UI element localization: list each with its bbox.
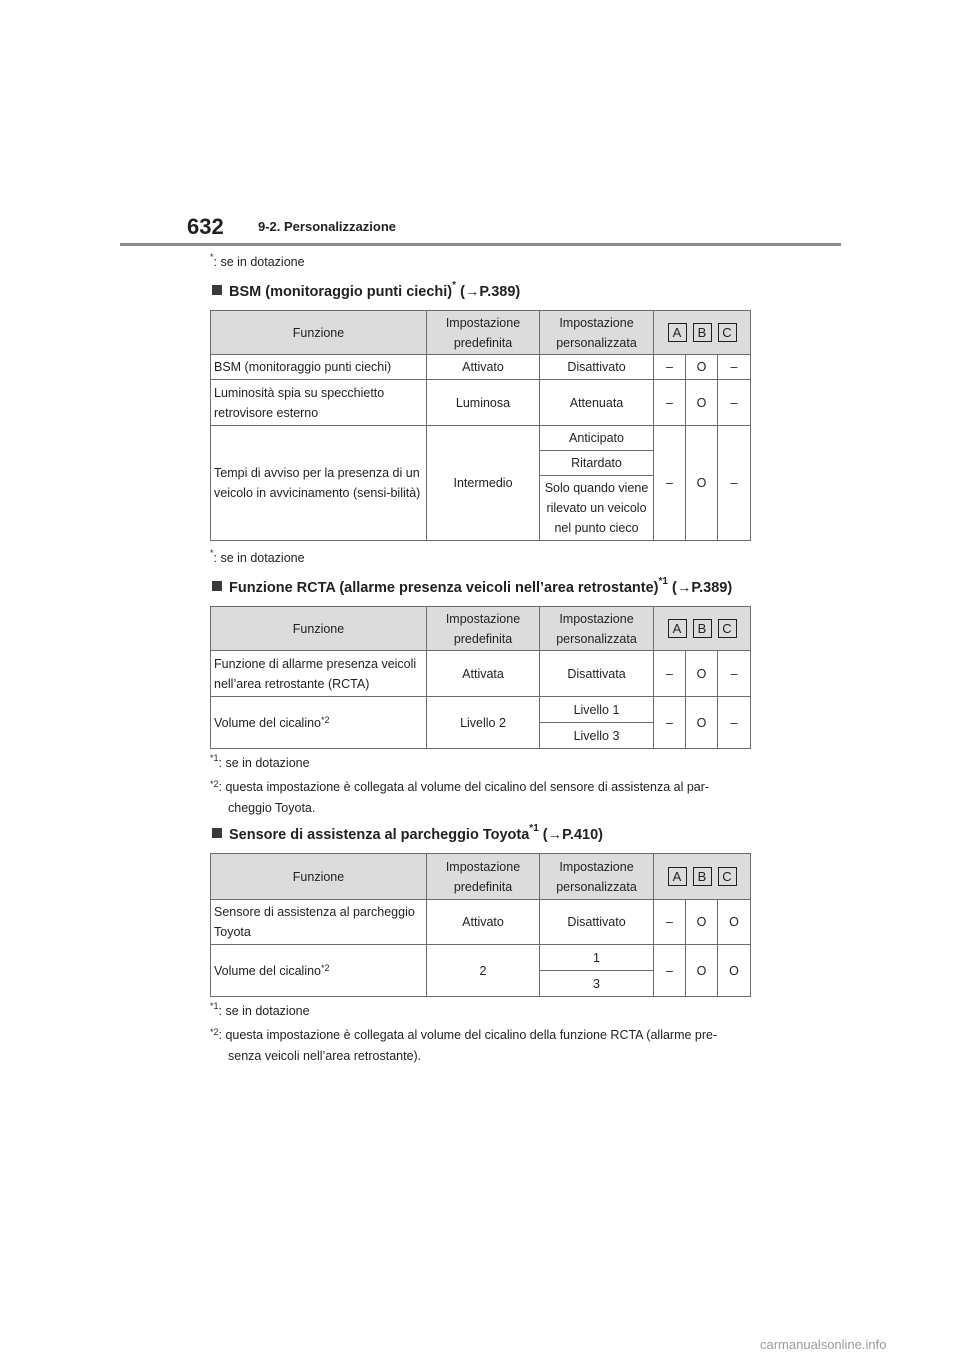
table-row: BSM (monitoraggio punti ciechi) Attivato Disattivato – O – bbox=[211, 355, 751, 380]
parking-footnote-2: $^{*2}$: questa impostazione è collegata al volume del cicalino della funzione RCTA (allarme pre- senza veicoli nell’area retrostante). bbox=[210, 1027, 718, 1063]
box-a-icon: A bbox=[668, 323, 687, 342]
table-row: Sensore di assistenza al parcheggio Toyota Attivato Disattivato – O O bbox=[211, 900, 751, 945]
column-header-function: Funzione bbox=[211, 854, 427, 900]
table-row: Funzione di allarme presenza veicoli nell’area retrostante (RCTA) Attivata Disattivata – O – bbox=[211, 651, 751, 697]
column-header-default: Impostazione predefinita bbox=[427, 854, 540, 900]
bsm-heading: BSM (monitoraggio punti ciechi)* (→P.389) bbox=[212, 284, 520, 300]
box-b-icon: B bbox=[693, 323, 712, 342]
column-header-function: Funzione bbox=[211, 311, 427, 355]
box-b-icon: B bbox=[693, 867, 712, 886]
box-c-icon: C bbox=[718, 619, 737, 638]
column-header-custom: Impostazione personalizzata bbox=[540, 854, 654, 900]
square-bullet-icon bbox=[212, 285, 222, 295]
table-row: Volume del cicalino$^{*2}$ Livello 2 Livello 1 – O – bbox=[211, 697, 751, 723]
box-b-icon: B bbox=[693, 619, 712, 638]
box-c-icon: C bbox=[718, 323, 737, 342]
parking-heading: Sensore di assistenza al parcheggio Toyota$^{*1}$ (→P.410) bbox=[212, 827, 603, 843]
table-row: Tempi di avviso per la presenza di un veicolo in avvicinamento (sensi-bilità) Intermedio Anticipato – O – bbox=[211, 426, 751, 451]
column-header-custom: Impostazione personalizzata bbox=[540, 607, 654, 651]
column-header-custom: Impostazione personalizzata bbox=[540, 311, 654, 355]
table-row: Volume del cicalino$^{*2}$ 2 1 – O O bbox=[211, 945, 751, 971]
bsm-footnote: *: se in dotazione bbox=[210, 548, 305, 565]
square-bullet-icon bbox=[212, 828, 222, 838]
column-header-abc bbox=[654, 854, 751, 900]
table-header-row bbox=[211, 607, 751, 651]
header-rule bbox=[120, 243, 841, 246]
box-a-icon: A bbox=[668, 867, 687, 886]
rcta-footnote-1: $^{*1}$: se in dotazione bbox=[210, 753, 310, 770]
column-header-abc bbox=[654, 607, 751, 651]
watermark: carmanualsonline.info bbox=[760, 1337, 887, 1352]
rcta-table bbox=[210, 606, 751, 749]
table-row: 3 bbox=[211, 971, 751, 997]
column-header-default: Impostazione predefinita bbox=[427, 607, 540, 651]
page-reference-link[interactable]: (→P.410) bbox=[542, 827, 603, 843]
table-row: Solo quando viene rilevato un veicolo nel punto cieco bbox=[211, 476, 751, 541]
section-title: 9-2. Personalizzazione bbox=[258, 219, 396, 234]
column-header-default: Impostazione predefinita bbox=[427, 311, 540, 355]
table-header-row bbox=[211, 311, 751, 355]
page-reference-link[interactable]: (→P.389) bbox=[671, 580, 733, 596]
column-header-abc bbox=[654, 311, 751, 355]
page-reference-link[interactable]: (→P.389) bbox=[460, 284, 521, 300]
box-a-icon: A bbox=[668, 619, 687, 638]
rcta-footnote-2: $^{*2}$: questa impostazione è collegata al volume del cicalino del sensore di assistenza al par- cheggio Toyota. bbox=[210, 779, 710, 815]
square-bullet-icon bbox=[212, 581, 222, 591]
parking-footnote-1: $^{*1}$: se in dotazione bbox=[210, 1001, 310, 1018]
bsm-table bbox=[210, 310, 751, 541]
parking-table bbox=[210, 853, 751, 997]
top-footnote: *: se in dotazione bbox=[210, 252, 305, 269]
table-header-row bbox=[211, 854, 751, 900]
table-row: Livello 3 bbox=[211, 723, 751, 749]
column-header-function: Funzione bbox=[211, 607, 427, 651]
table-row: Luminosità spia su specchietto retrovisore esterno Luminosa Attenuata – O – bbox=[211, 380, 751, 426]
box-c-icon: C bbox=[718, 867, 737, 886]
rcta-heading: Funzione RCTA (allarme presenza veicoli nell’area retrostante)$^{*1}$ (→P.389) bbox=[212, 580, 732, 596]
page-number: 632 bbox=[187, 214, 224, 239]
table-row: Ritardato bbox=[211, 451, 751, 476]
